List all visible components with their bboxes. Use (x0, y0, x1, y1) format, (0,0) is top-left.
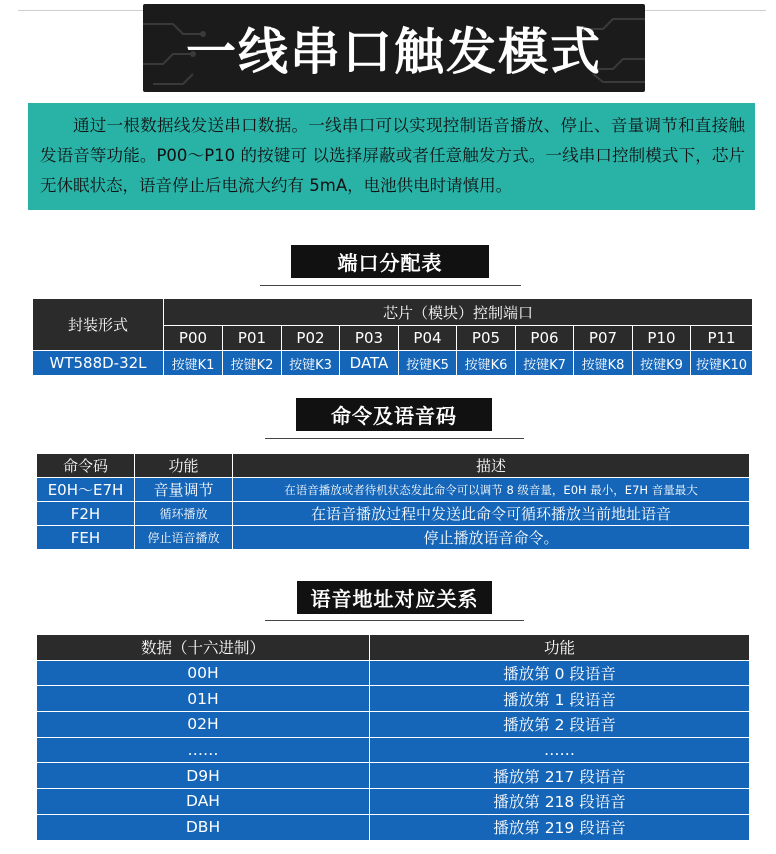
cmd-desc: 停止播放语音命令。 (233, 526, 750, 550)
cmd-code: E0H～E7H (37, 478, 135, 502)
addr-func: 播放第 1 段语音 (370, 686, 750, 712)
address-table (36, 634, 750, 841)
port-value: DATA (340, 351, 399, 376)
port-header: P02 (282, 326, 340, 351)
port-header: P00 (164, 326, 223, 351)
addr-header: 数据（十六进制） (37, 635, 370, 661)
addr-func: 播放第 218 段语音 (370, 789, 750, 815)
cmd-desc: 在语音播放或者待机状态发此命令可以调节 8 级音量，E0H 最小，E7H 音量最大 (233, 478, 750, 502)
addr-data: DAH (37, 789, 370, 815)
package-header: 封装形式 (33, 299, 164, 351)
port-header: P06 (516, 326, 574, 351)
port-value: 按键K6 (457, 351, 516, 376)
ports-group-header: 芯片（模块）控制端口 (164, 299, 753, 326)
cmd-code: F2H (37, 502, 135, 526)
addr-data: 01H (37, 686, 370, 712)
addr-data: …… (37, 737, 370, 763)
port-header: P01 (223, 326, 282, 351)
port-value: 按键K2 (223, 351, 282, 376)
command-table (36, 453, 750, 550)
cmd-header: 描述 (233, 454, 750, 478)
addr-section-underline (265, 620, 524, 621)
intro-box (28, 103, 755, 210)
port-value: 按键K1 (164, 351, 223, 376)
port-value: 按键K7 (516, 351, 574, 376)
addr-func: 播放第 219 段语音 (370, 814, 750, 840)
cmd-header: 命令码 (37, 454, 135, 478)
title-banner (143, 4, 645, 92)
port-value: 按键K10 (691, 351, 753, 376)
cmd-header: 功能 (135, 454, 233, 478)
cmd-code: FEH (37, 526, 135, 550)
cmd-desc: 在语音播放过程中发送此命令可循环播放当前地址语音 (233, 502, 750, 526)
addr-section-title: 语音地址对应关系 (297, 581, 492, 614)
addr-data: 00H (37, 660, 370, 686)
port-value: 按键K3 (282, 351, 340, 376)
port-section-underline (260, 285, 521, 286)
addr-func: …… (370, 737, 750, 763)
port-value: 按键K8 (574, 351, 633, 376)
port-value: 按键K9 (633, 351, 691, 376)
addr-func: 播放第 217 段语音 (370, 763, 750, 789)
cmd-func: 循环播放 (135, 502, 233, 526)
port-section-title: 端口分配表 (291, 245, 489, 278)
package-value: WT588D-32L (33, 351, 164, 376)
addr-header: 功能 (370, 635, 750, 661)
intro-text: 通过一根数据线发送串口数据。一线串口可以实现控制语音播放、停止、音量调节和直接触发语音等功能。P00～P10 的按键可 以选择屏蔽或者任意触发方式。一线串口控制模式下，芯片无休眠状态，语音停止后电流大约有 5mA，电池供电时请慎用。 (40, 116, 745, 195)
port-header: P04 (399, 326, 457, 351)
port-header: P03 (340, 326, 399, 351)
addr-data: DBH (37, 814, 370, 840)
banner-title: 一线串口触发模式 (186, 23, 602, 81)
port-assignment-table (32, 298, 753, 376)
cmd-func: 停止语音播放 (135, 526, 233, 550)
port-header: P11 (691, 326, 753, 351)
cmd-section-underline (265, 438, 524, 439)
addr-func: 播放第 0 段语音 (370, 660, 750, 686)
port-header: P05 (457, 326, 516, 351)
port-header: P10 (633, 326, 691, 351)
addr-data: D9H (37, 763, 370, 789)
cmd-section-title: 命令及语音码 (296, 398, 492, 431)
port-header: P07 (574, 326, 633, 351)
addr-func: 播放第 2 段语音 (370, 712, 750, 738)
addr-data: 02H (37, 712, 370, 738)
cmd-func: 音量调节 (135, 478, 233, 502)
port-value: 按键K5 (399, 351, 457, 376)
